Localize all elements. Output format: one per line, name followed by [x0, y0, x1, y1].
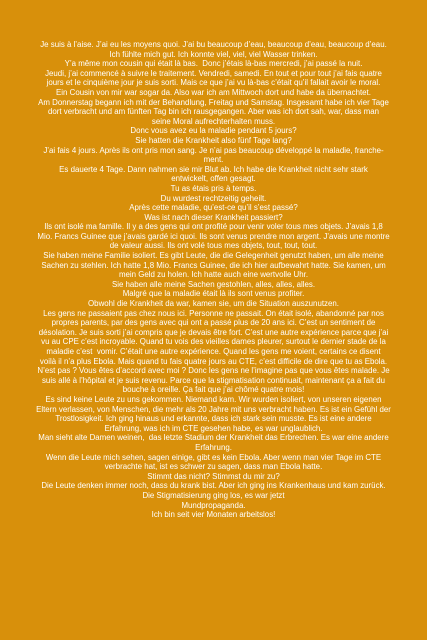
transcript-line: Malgré que la maladie était là ils sont venus profiter. — [122, 289, 305, 299]
transcript-line: Mundpropaganda. — [181, 500, 246, 510]
transcript-line: Tu as étais pris à temps. — [170, 183, 257, 193]
transcript-line: Obwohl die Krankheit da war, kamen sie, um die Situation auszunutzen. — [88, 299, 339, 309]
transcript-line: Die Stigmatisierung ging los, es war jetzt — [142, 490, 285, 500]
transcript-line: Ils ont isolé ma famille. Il y a des gens qui ont profité pour venir voler tous mes objets. J’avais 1,8 — [44, 222, 383, 232]
transcript-line: Sie haben meine Familie isoliert. Es gibt Leute, die die Gelegenheit genutzt haben, um alle meine — [43, 251, 384, 261]
transcript-line: voilà il n’a plus Ebola. Mais quand tu fais quatre jours au CTE, c’est difficile de dire que tu as Ebola. — [39, 356, 388, 366]
transcript-line: Wenn die Leute mich sehen, sagen einige, gibt es kein Ebola. Aber wenn man vier Tage im CTE — [45, 452, 382, 462]
transcript-line: Trostlosigkeit. Ich ging hinaus und erkannte, dass ich stark sein musste. Es ist eine andere — [55, 414, 372, 424]
transcript-line: Je suis à l’aise. J’ai eu les moyens quoi. J’ai bu beaucoup d’eau, beaucoup d’eau, beaucoup d’eau. — [40, 40, 387, 49]
transcript-line: Ein Cousin von mir war sogar da. Also war ich am Mittwoch dort und habe da übernachtet. — [56, 87, 371, 97]
transcript-line: Après cette maladie, qu’est-ce qu’il s’est passé? — [129, 203, 298, 213]
transcript-line: Man sieht alte Damen weinen, das letzte Stadium der Krankheit das Erbrechen. Es war eine andere — [38, 433, 389, 443]
transcript-line: bouche à oreille. Ça fait que j’ai chômé quatre mois! — [122, 385, 305, 395]
transcript-line: mein Geld zu holen. Ich hatte auch eine wertvolle Uhr. — [118, 270, 309, 280]
transcript-line: Stimmt das nicht? Stimmst du mir zu? — [147, 471, 280, 481]
transcript-line: Sie haben alle meine Sachen gestohlen, alles, alles, alles. — [111, 279, 316, 289]
transcript-line: Was ist nach dieser Krankheit passiert? — [144, 212, 283, 222]
transcript-line: Es sind keine Leute zu uns gekommen. Niemand kam. Wir wurden isoliert, von unseren eigenen — [45, 394, 382, 404]
transcript-line: Erfahrung, was ich im CTE gesehen habe, es war unglaublich. — [104, 423, 323, 433]
transcript-line: N’est pas ? Vous êtes d’accord avec moi ? Donc les gens ne l’imagine pas que vous êtes malade. Je — [37, 366, 390, 376]
transcript-line: Sachen zu stehlen. Ich hatte 1,8 Mio. Francs Guinee, die ich hier aufbewahrt hatte. Sie kamen, um — [41, 260, 386, 270]
transcript-line: Am Donnerstag begann ich mit der Behandlung, Freitag und Samstag. Insgesamt habe ich vier Tage — [38, 97, 389, 107]
transcript-line: Ich bin seit vier Monaten arbeitslos! — [151, 510, 276, 520]
transcript-line: Erfahrung. — [195, 442, 232, 452]
transcript-line: Du wurdest rechtzeitig geheilt. — [160, 193, 267, 203]
transcript-line: Die Leute denken immer noch, dass du krank bist. Aber ich ging ins Krankenhaus und kam zurück. — [41, 481, 386, 491]
interview-transcript — [4, 40, 423, 520]
transcript-line: jours et le cinquième jour je suis sorti. Mais ce que j’ai vu là-bas c’était qu’il fallait avoir le moral. — [46, 78, 381, 88]
transcript-line: verbrachte hat, ist es schwer zu sagen, dass man Ebola hatte. — [104, 462, 323, 472]
transcript-line: propres parents, par des gens avec qui ont a passé plus de 20 ans ici. C’est un sentiment de — [51, 318, 376, 328]
transcript-line: vu au CPE c’est incroyable. Quand tu vois des vieilles dames pleurer, surtout le dernier stade de la — [41, 337, 386, 347]
transcript-line: désolation. Je suis sorti j’ai compris que je devais être fort. C’est une autre expérience parce que j’ai — [38, 327, 389, 337]
transcript-line: seine Moral aufrechterhalten muss. — [151, 116, 276, 126]
transcript-line: Y’a même mon cousin qui était là bas. Donc j’étais là-bas mercredi, j’ai passé la nuit. — [64, 59, 363, 69]
transcript-line: dort verbracht und am fünften Tag bin ich rausgegangen. Aber was ich dort sah, war, dass man — [47, 107, 379, 117]
transcript-line: Eltern verlassen, von Menschen, die mehr als 20 Jahre mit uns verbracht haben. Es ist ein Gefühl der — [36, 404, 391, 414]
transcript-line: Es dauerte 4 Tage. Dann nahmen sie mir Blut ab. Ich habe die Krankheit nicht sehr stark — [59, 164, 368, 174]
transcript-line: Les gens ne passaient pas chez nous ici. Personne ne passait. On était isolé, abandonné par nos — [43, 308, 384, 318]
transcript-line: suis allé à l’hôpital et je suis revenu. Parce que la stigmatisation continuait, maintenant ça a fait du — [41, 375, 385, 385]
transcript-line: Mio. Francs Guinee que j’avais gardé ici quoi. Ils sont venus prendre mon argent. J’avais une montre — [37, 231, 390, 241]
transcript-line: ment. — [203, 155, 224, 165]
transcript-line: Sie hatten die Krankheit also fünf Tage lang? — [135, 135, 292, 145]
transcript-line: J’ai fais 4 jours. Après ils ont pris mon sang. Je n’ai pas beaucoup développé la maladie, franche- — [43, 145, 384, 155]
transcript-line: Ich fühlte mich gut. Ich konnte viel, viel, viel Wasser trinken. — [109, 49, 318, 59]
transcript-line: Donc vous avez eu la maladie pendant 5 jours? — [130, 126, 297, 136]
transcript-line: entwickelt, offen gesagt. — [171, 174, 256, 184]
transcript-line: de valeur aussi. Ils ont volé tous mes objets, tout, tout, tout. — [109, 241, 318, 251]
transcript-line: maladie c’est vomir. C’était une autre expérience. Quand les gens me voient, certains ce disent — [46, 347, 381, 356]
transcript-line: Jeudi, j’ai commencé à suivre le traitement. Vendredi, samedi. En tout et pour tout j’ai fais quatre — [45, 68, 382, 78]
